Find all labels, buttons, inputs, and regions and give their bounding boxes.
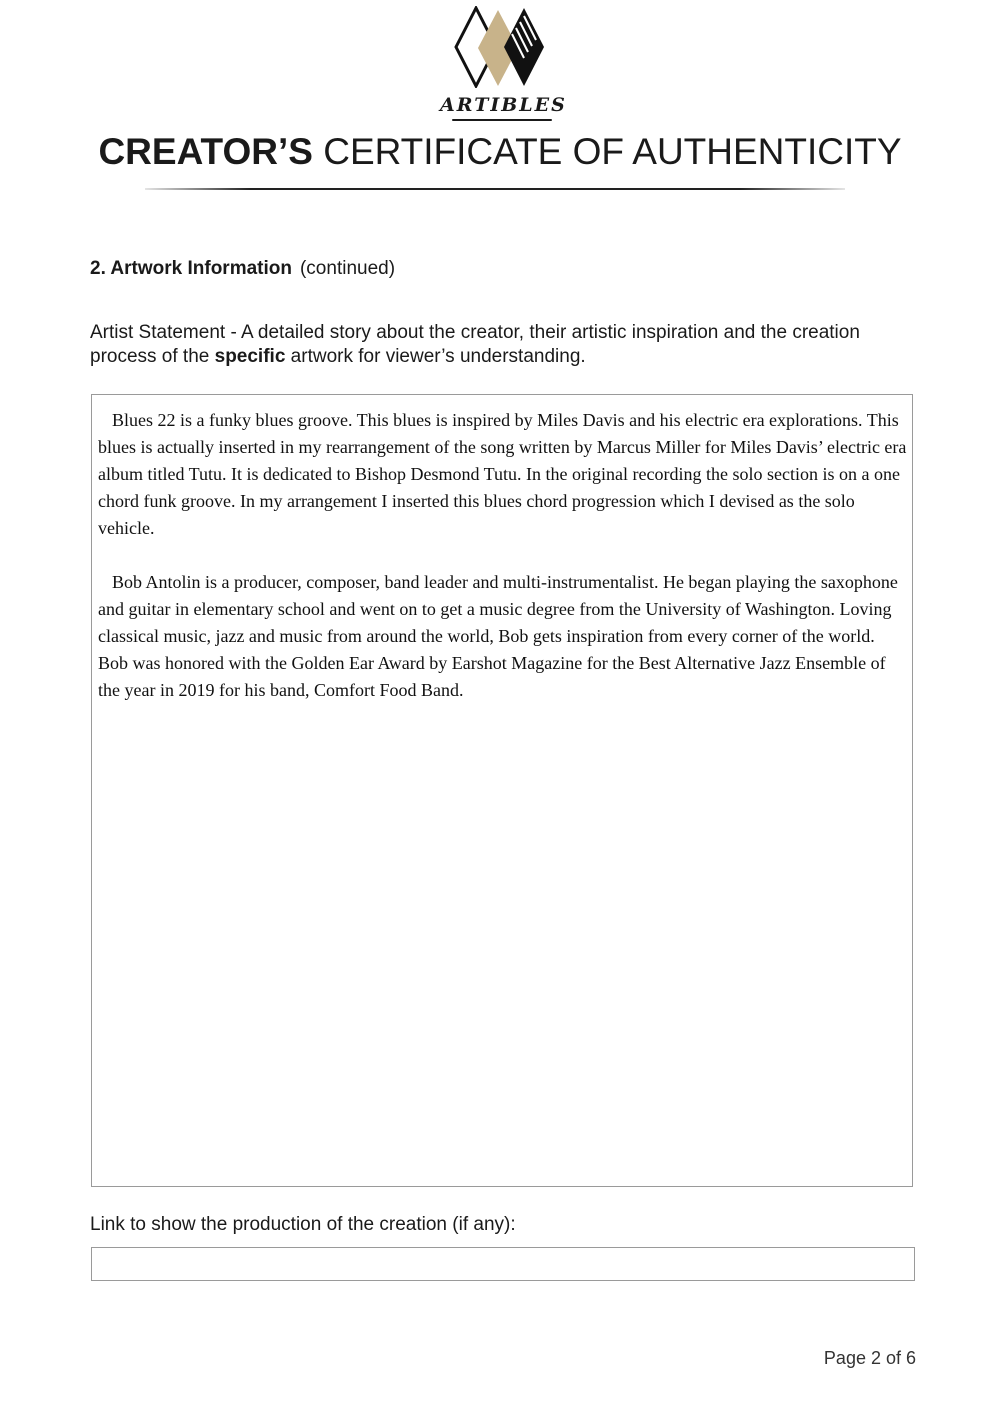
artist-statement-textarea[interactable]	[91, 394, 913, 1187]
artist-statement-prompt-after: artwork for viewer’s understanding.	[285, 346, 586, 367]
artist-statement-paragraph: Bob Antolin is a producer, composer, band leader and multi-instrumentalist. He began playing the saxophone and guitar in elementary school and went on to get a music degree from the University of Washington. Loving classical music, jazz and music from around the world, Bob gets inspiration from every corner of the world. Bob was honored with the Golden Ear Award by Earshot Magazine for the Best Alternative Jazz Ensemble of the year in 2019 for his band, Comfort Food Band.	[98, 572, 898, 700]
page-number: Page 2 of 6	[823, 1348, 916, 1368]
certificate-title-bold: CREATOR’S	[98, 131, 313, 172]
production-link-label: Link to show the production of the creation (if any):	[90, 1214, 516, 1235]
section-heading-continued: (continued)	[299, 258, 396, 279]
artibles-diamond-logo-icon	[452, 6, 550, 88]
title-divider	[145, 188, 845, 190]
section-heading-title: 2. Artwork Information	[90, 258, 292, 279]
artist-statement-prompt-before: Artist Statement - A detailed story about the creator, their artistic inspiration and the creation process of the	[90, 322, 860, 367]
production-link-input[interactable]	[91, 1247, 915, 1281]
artist-statement-prompt	[90, 321, 910, 369]
certificate-title	[0, 128, 1000, 176]
artist-statement-prompt-bold: specific	[214, 346, 286, 367]
brand-underline	[452, 119, 552, 121]
certificate-title-rest: CERTIFICATE OF AUTHENTICITY	[323, 131, 902, 172]
brand-name: ARTIBLES	[440, 94, 567, 116]
section-heading	[90, 256, 395, 282]
artist-statement-paragraph: Blues 22 is a funky blues groove. This blues is inspired by Miles Davis and his electric era explorations. This blues is actually inserted in my rearrangement of the song written by Marcus Miller for Miles Davis’ electric era album titled Tutu. It is dedicated to Bishop Desmond Tutu. In the original recording the solo section is on a one chord funk groove. In my arrangement I inserted this blues chord progression which I devised as the solo vehicle.	[98, 410, 907, 538]
